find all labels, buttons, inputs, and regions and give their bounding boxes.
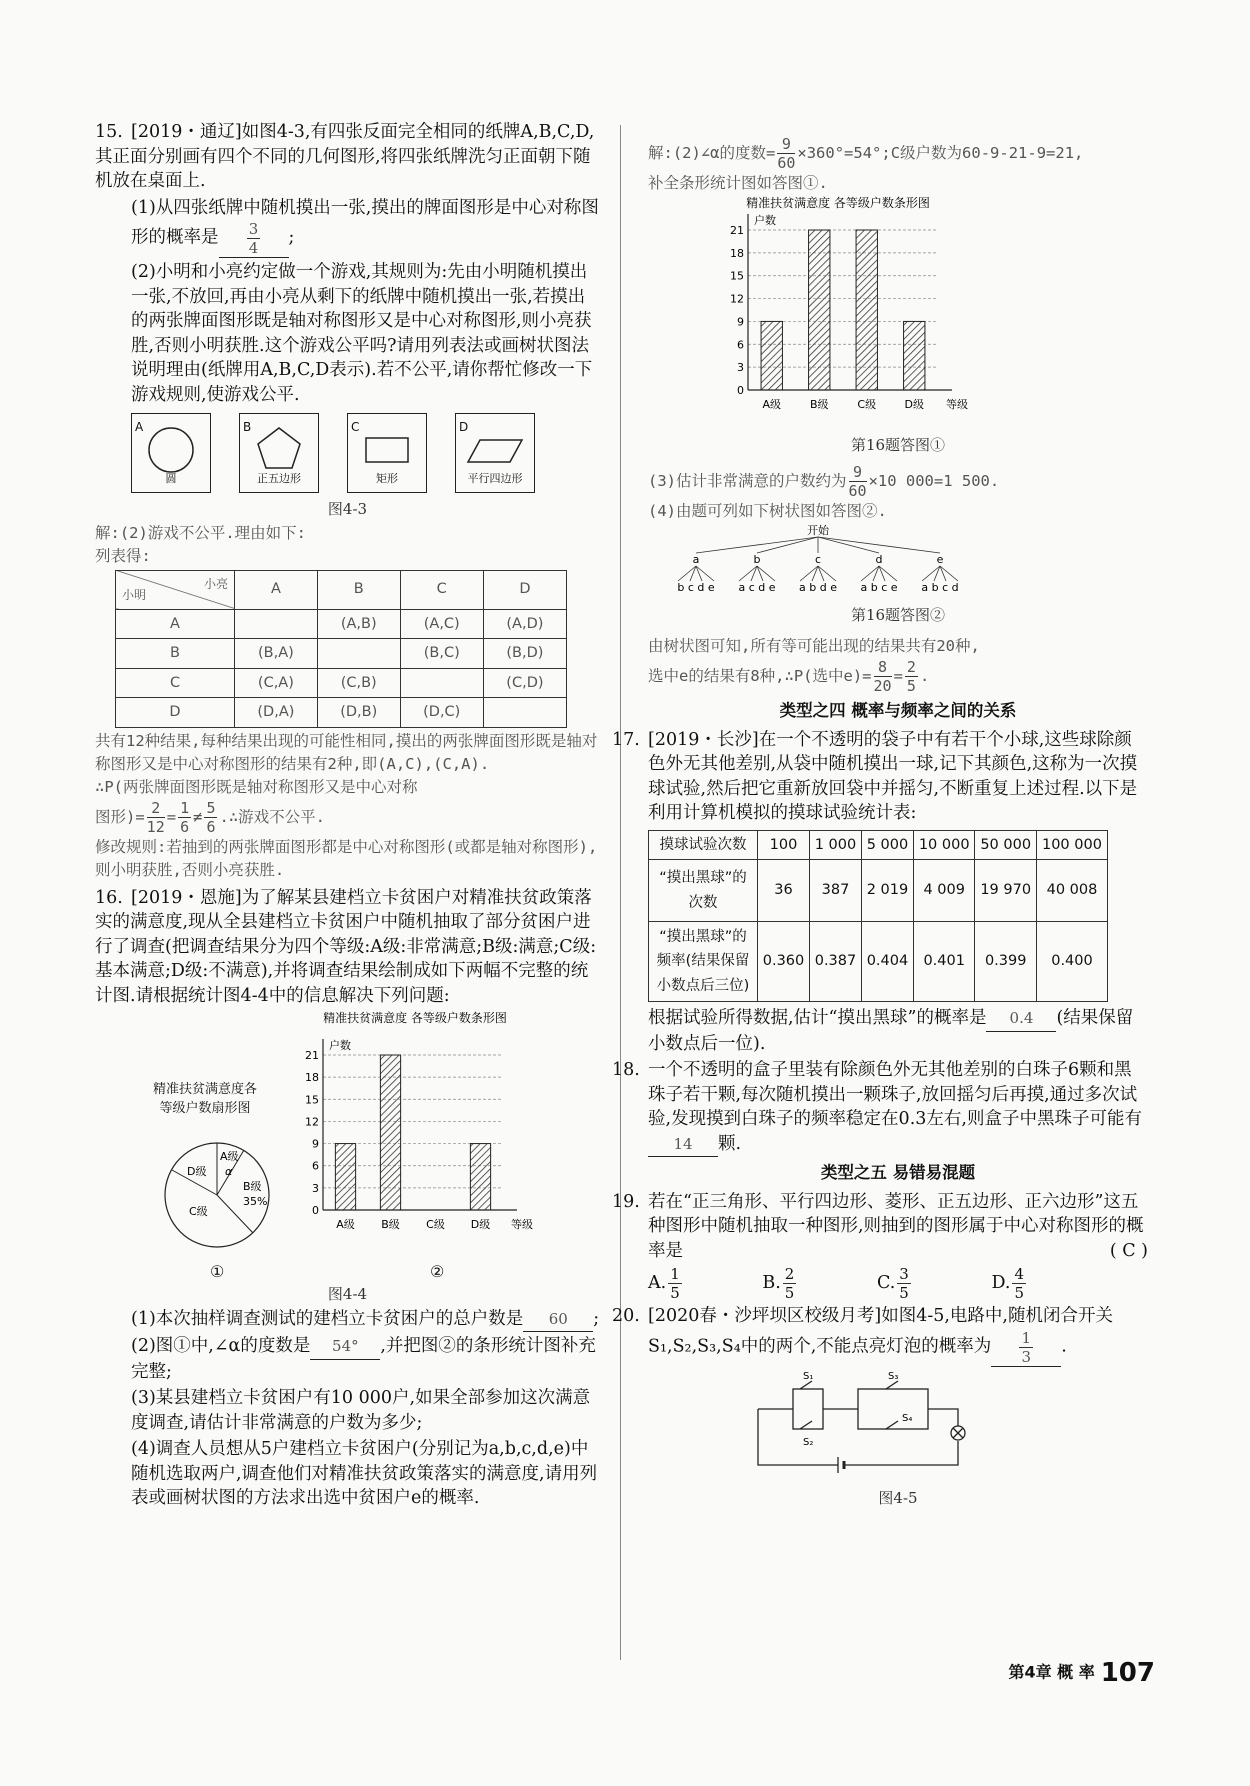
table-cell: 0.399: [975, 922, 1037, 1002]
q19-option-c: [877, 1265, 913, 1302]
q17-end: [648, 1006, 1148, 1056]
q18-number: 18.: [612, 1060, 640, 1080]
table-cell: “摸出黑球”的次数: [649, 860, 758, 922]
q15-frac-1: [147, 799, 165, 836]
q15-solution-2b: 图形)=: [95, 807, 145, 826]
q18-end: 颗.: [718, 1133, 742, 1154]
table-cell: (B,C): [400, 639, 483, 669]
q17-stem: [612, 728, 1148, 826]
circuit-diagram: [748, 1369, 978, 1479]
y-tick-label: 0: [737, 384, 744, 397]
y-tick-label: 3: [312, 1181, 319, 1195]
tree-leaves: a c d e: [738, 581, 776, 594]
y-tick-label: 9: [312, 1137, 319, 1151]
sol16-line2: 补全条形统计图如答图①.: [648, 174, 828, 192]
q17-number: 17.: [612, 729, 640, 750]
option-frac: [668, 1265, 682, 1302]
tree-branch: [818, 537, 879, 553]
frac-den: 3: [1021, 1347, 1032, 1366]
table-corner: [116, 570, 235, 609]
q18: [612, 1058, 1148, 1157]
equals-sign: =: [166, 807, 177, 826]
card-b: [239, 413, 319, 493]
table-cell: 4 009: [913, 860, 975, 922]
tree-node: d: [875, 553, 883, 566]
sol16-1a: 解:(2)∠α的度数=: [648, 144, 776, 162]
table-row: [649, 830, 1108, 860]
table-row: [649, 922, 1108, 1002]
switch-label: S₂: [803, 1436, 814, 1448]
tree-branch: [818, 537, 940, 553]
frac-den: 4: [248, 239, 259, 257]
sol16-3-frac: [849, 463, 867, 500]
y-axis-label: 户数: [329, 1039, 351, 1052]
circuit-wire: [844, 1441, 958, 1465]
circuit-wire: [758, 1409, 838, 1465]
table-cell: 387: [809, 860, 861, 922]
q20: [612, 1304, 1148, 1367]
table-cell: (D,A): [235, 698, 318, 728]
q15-part1-text: (1)从四张纸牌中随机摸出一张,摸出的牌面图形是中心对称图形的概率是: [131, 197, 599, 248]
q19-answer: ( C ): [1109, 1240, 1148, 1261]
option-label: B.: [762, 1273, 781, 1293]
card-label: 矩形: [376, 471, 398, 485]
table-cell: (B,D): [483, 639, 566, 669]
q19-options: [648, 1265, 1028, 1302]
q20-stem: [2020春・沙坪坝区校级月考]如图4-5,电路中,随机闭合开关S₁,S₂,S₃,S₄中的两个,不能点亮灯泡的概率为: [648, 1306, 1113, 1356]
table-cell: 19 970: [975, 860, 1037, 922]
y-tick-label: 3: [737, 361, 744, 375]
sol16-line1: [648, 135, 1148, 172]
y-tick-label: 12: [730, 292, 744, 306]
sol16-line4: (4)由题可列如下树状图如答图②.: [648, 502, 887, 520]
q16-part1: [95, 1307, 600, 1333]
table-cell: (B,A): [235, 639, 318, 669]
q16-number: 16.: [95, 887, 123, 908]
page-footer: [1008, 1658, 1155, 1688]
card-label: 平行四边形: [467, 471, 523, 485]
frac-den: 6: [206, 817, 216, 836]
y-tick-label: 6: [737, 338, 744, 352]
sol16-frac: [777, 135, 795, 172]
answer-chart-2-caption: 第16题答图②: [850, 605, 946, 624]
q16-part2a: (2)图①中,∠α的度数是: [131, 1336, 311, 1356]
table-cell: (A,B): [317, 609, 400, 639]
sol16-6-frac1: [874, 658, 892, 695]
x-tick-label: A级: [336, 1218, 355, 1231]
table-cell: 10 000: [913, 830, 975, 860]
pie-marker: ①: [210, 1262, 225, 1281]
q17-answer: 0.4: [986, 1006, 1056, 1032]
y-tick-label: 18: [305, 1071, 319, 1085]
sol16-line6: [648, 658, 1148, 695]
pie-label-b-percent: 35%: [243, 1195, 268, 1208]
y-tick-label: 0: [312, 1204, 319, 1217]
table-cell: 2 019: [861, 860, 913, 922]
y-tick-label: 12: [305, 1115, 319, 1129]
table-row: [116, 609, 567, 639]
sol16-3b: ×10 000=1 500.: [868, 472, 1000, 490]
y-tick-label: 18: [730, 246, 744, 260]
q19-stem: 若在“正三角形、平行四边形、菱形、正五边形、正六边形”这五种图形中随机抽取一种图形,则抽到的图形属于中心对称图形的概率是: [648, 1191, 1144, 1261]
x-tick-label: A级: [762, 398, 782, 411]
switch-s1: [800, 1381, 812, 1389]
q19: [612, 1190, 1148, 1264]
table-cell: (D,B): [317, 698, 400, 728]
table-cell: 36: [758, 860, 810, 922]
table-cell: 50 000: [975, 830, 1037, 860]
circuit-wire: [928, 1409, 958, 1426]
q15-frac-2: [178, 799, 191, 836]
frac-num: 9: [777, 135, 795, 154]
figure-4-4-caption: 图4-4: [327, 1285, 368, 1303]
q16-part2b: ,并把图②的条形统计图补充完整;: [131, 1336, 596, 1382]
q16-stem: [95, 886, 600, 1009]
q17-table: [648, 830, 1108, 1003]
switch-label: S₄: [902, 1412, 913, 1424]
q15-number: 15.: [95, 122, 123, 142]
table-header: A: [235, 570, 318, 609]
q18-answer: 14: [648, 1132, 718, 1158]
option-frac: [897, 1265, 911, 1302]
tree-root: 开始: [807, 524, 829, 537]
bar-title-line-1: 精准扶贫满意度 各等级户数条形图: [323, 1011, 507, 1025]
bar: [761, 321, 782, 390]
option-label: C.: [876, 1273, 896, 1293]
not-equal-sign: ≠: [193, 807, 203, 826]
q16-part1-text: (1)本次抽样调查测试的建档立卡贫困户的总户数是: [131, 1308, 524, 1329]
frac-num: 4: [1014, 1265, 1024, 1283]
y-tick-label: 9: [737, 315, 744, 329]
figure-4-3-caption: 图4-3: [327, 500, 368, 518]
frac-den: 20: [873, 677, 892, 695]
q15-stem: [95, 120, 600, 194]
x-tick-label: B级: [809, 398, 829, 411]
sol16-6-frac2: [905, 658, 918, 695]
q19-option-a: [648, 1265, 684, 1302]
bar: [380, 1055, 400, 1210]
table-cell: “摸出黑球”的频率(结果保留小数点后三位): [649, 922, 758, 1002]
bar: [904, 321, 925, 390]
pie-label-c: C级: [189, 1205, 208, 1218]
switch-label: S₃: [888, 1370, 899, 1382]
card-d: [455, 413, 535, 493]
y-tick-label: 15: [730, 269, 744, 283]
q16-part2-answer: 54°: [310, 1334, 380, 1360]
pie-chart: [155, 1135, 285, 1265]
pie-label-alpha: α: [225, 1165, 233, 1178]
sol16-3a: (3)估计非常满意的户数约为: [648, 472, 847, 490]
q15-solution-intro: 解:(2)游戏不公平.理由如下:: [95, 523, 306, 542]
bar-chart-answer: [708, 195, 968, 425]
tree-branch: [696, 537, 818, 553]
q15-frac-3: [204, 799, 217, 836]
frac-num: 1: [180, 798, 190, 817]
table-cell: 1 000: [809, 830, 861, 860]
frac-num: 2: [784, 1265, 795, 1283]
tree-node: b: [753, 553, 761, 566]
x-tick-label: C级: [857, 398, 877, 411]
table-cell: (C,A): [235, 668, 318, 698]
sol16-line3: [648, 463, 1148, 500]
table-cell: (C,B): [317, 668, 400, 698]
frac-den: 60: [848, 482, 867, 500]
card-label: 正五边形: [257, 471, 301, 485]
q16-part1-answer: 60: [523, 1307, 593, 1333]
pie-label-b: B级: [243, 1180, 262, 1193]
q15-stem-text: [2019・通辽]如图4-3,有四张反面完全相同的纸牌A,B,C,D,其正面分别画有四个不同的几何图形,将四张纸牌洗匀正面朝下随机放在桌面上.: [95, 122, 595, 191]
table-cell: (D,C): [400, 698, 483, 728]
tree-leaves: a b c d: [921, 581, 959, 594]
option-label: D.: [991, 1273, 1011, 1293]
q20-end: .: [1061, 1336, 1067, 1356]
q15-solution-2c: .∴游戏不公平.: [219, 807, 325, 826]
option-frac: [1012, 1265, 1026, 1302]
frac-den: 5: [670, 1284, 680, 1302]
switch-s3: [886, 1381, 898, 1389]
table-cell: [235, 609, 318, 639]
page-number: 107: [1100, 1658, 1155, 1688]
frac-den: 5: [899, 1284, 909, 1302]
q15-solution-2a: ∴P(两张牌面图形既是轴对称图形又是中心对称: [95, 777, 418, 796]
tree-node: c: [814, 553, 822, 566]
q15-solution-1: 共有12种结果,每种结果出现的可能性相同,摸出的两张牌面图形既是轴对称图形又是中心对称图形的结果有2种,即(A,C),(C,A).: [95, 731, 598, 773]
q19-option-b: [762, 1265, 798, 1302]
row-head: A: [116, 609, 235, 639]
card-letter: C: [351, 420, 360, 434]
frac-den: 5: [784, 1284, 795, 1302]
option-frac: [783, 1265, 797, 1302]
q16-stem-text: [2019・恩施]为了解某县建档立卡贫困户对精准扶贫政策落实的满意度,现从全县建档立卡贫困户中随机抽取了部分贫困户进行了调查(把调查结果分为四个等级:A级:非常满意;B级:满意;C级:基本满意;D级:不满意),并将调查结果绘制成如下两幅不完整的统计图.请根据统计图4-4中的信息解决下列问题:: [95, 887, 597, 1006]
q15-solution-2: [95, 799, 600, 836]
q15-part1: [95, 196, 600, 259]
frac-num: 3: [899, 1265, 909, 1283]
table-header: D: [483, 570, 566, 609]
q15-part1-answer: [247, 220, 261, 257]
table-cell: 5 000: [861, 830, 913, 860]
tree-branch: [757, 537, 818, 553]
q16-part3: (3)某县建档立卡贫困户有10 000户,如果全部参加这次满意度调查,请估计非常满意的户数为多少;: [131, 1388, 591, 1433]
sol16-1b: ×360°=54°;C级户数为60-9-21-9=21,: [797, 144, 1084, 162]
tree-leaves: b c d e: [677, 581, 715, 594]
bar-title: 精准扶贫满意度 各等级户数条形图: [746, 196, 930, 210]
sol16-6a: 选中e的结果有8种,∴P(选中e)=: [648, 667, 872, 685]
q16-part4: (4)调查人员想从5户建档立卡贫困户(分别记为a,b,c,d,e)中随机选取两户,调查他们对精准扶贫政策落实的满意度,请用列表或画树状图的方法求出选中贫困户e的概率.: [131, 1439, 598, 1508]
table-cell: 0.401: [913, 922, 975, 1002]
option-label: A.: [648, 1273, 667, 1293]
column-divider: [620, 125, 621, 1660]
frac-num: 5: [206, 798, 216, 817]
bar: [470, 1144, 490, 1210]
row-head: B: [116, 639, 235, 669]
y-tick-label: 21: [730, 224, 744, 237]
card-letter: B: [243, 420, 252, 434]
table-row: [649, 860, 1108, 922]
q15-part2: (2)小明和小亮约定做一个游戏,其规则为:先由小明随机摸出一张,不放回,再由小亮从剩下的纸牌中随机摸出一张,若摸出的两张牌面图形既是轴对称图形又是中心对称图形,则小亮获胜,否则小明获胜.这个游戏公平吗?请用列表法或画树状图法说明理由(纸牌用A,B,C,D表示).若不公平,请你帮忙修改一下游戏规则,使游戏公平.: [131, 262, 593, 405]
pie-title-line-2: 等级户数扇形图: [159, 1101, 251, 1116]
frac-num: 8: [874, 658, 892, 677]
x-tick-label: D级: [470, 1218, 491, 1231]
pie-label-a: A级: [220, 1150, 239, 1163]
card-letter: D: [459, 420, 469, 434]
pie-label-d: D级: [187, 1165, 207, 1178]
table-cell: 摸球试验次数: [649, 830, 758, 860]
table-row: [116, 639, 567, 669]
frac-den: 12: [146, 817, 165, 836]
table-header-row: [116, 570, 567, 609]
q16-part1-end: ;: [593, 1308, 600, 1329]
table-cell: 0.360: [758, 922, 810, 1002]
q15-part1-end: ;: [288, 227, 295, 248]
table-cell: [317, 639, 400, 669]
tree-node: e: [936, 553, 944, 566]
q17-end-b: (结果保留小数点后一位).: [648, 1008, 1134, 1054]
pie-title-line-1: 精准扶贫满意度各: [152, 1082, 257, 1097]
table-cell: (C,D): [483, 668, 566, 698]
section-4-heading: 类型之四 概率与频率之间的关系: [779, 701, 1017, 720]
table-cell: 0.404: [861, 922, 913, 1002]
q17-end-a: 根据试验所得数据,估计“摸出黑球”的概率是: [648, 1008, 987, 1028]
x-tick-label: C级: [426, 1218, 445, 1231]
card-c: [347, 413, 427, 493]
y-tick-label: 6: [312, 1159, 319, 1173]
table-cell: 100 000: [1036, 830, 1107, 860]
frac-num: 2: [906, 658, 916, 676]
q15-part1-blank: [219, 220, 289, 258]
q17-stem-text: [2019・长沙]在一个不透明的袋子中有若干个小球,这些球除颜色外无其他差别,从袋中随机摸出一球,记下其颜色,这称为一次摸球试验,然后把它重新放回袋中并摇匀,不断重复上述过程.以下是利用计算机模拟的摸球试验统计表:: [648, 729, 1138, 823]
switch-label: S₁: [803, 1370, 814, 1382]
chapter-label: 第4章 概 率: [1008, 1662, 1095, 1682]
bar-chart-q16: [295, 1010, 535, 1265]
table-cell: 40 008: [1036, 860, 1107, 922]
figure-4-5-caption: 图4-5: [878, 1489, 918, 1507]
x-axis-label: 等级: [946, 398, 968, 411]
q19-number: 19.: [612, 1191, 640, 1212]
card-letter: A: [135, 420, 144, 434]
right-column: [612, 135, 1148, 1511]
tree-node: a: [692, 553, 700, 566]
tree-leaves: a b d e: [799, 581, 837, 594]
card-a: [131, 413, 211, 493]
table-cell: (A,D): [483, 609, 566, 639]
q19-option-d: [991, 1265, 1028, 1302]
table-cell: (A,C): [400, 609, 483, 639]
bar-marker: ②: [430, 1262, 445, 1281]
q20-number: 20.: [612, 1306, 640, 1326]
pie-title: [135, 1080, 275, 1118]
bar: [856, 230, 877, 390]
frac-num: 1: [1021, 1328, 1032, 1347]
section-5-heading: 类型之五 易错易混题: [820, 1163, 976, 1182]
frac-num: 3: [248, 220, 259, 238]
row-head: D: [116, 698, 235, 728]
q20-blank: [991, 1329, 1061, 1367]
q15-solution-table: [115, 570, 567, 728]
q15-solution-3: 修改规则:若抽到的两张牌面图形都是中心对称图形(或都是轴对称图形),则小明获胜,否则小亮获胜.: [95, 837, 598, 879]
x-tick-label: B级: [381, 1218, 400, 1231]
q15-solution-table-intro: 列表得:: [95, 546, 151, 565]
q18-stem: 一个不透明的盒子里装有除颜色外无其他差别的白珠子6颗和黑珠子若干颗,每次随机摸出一颗珠子,放回摇匀后再摸,通过多次试验,发现摸到白珠子的频率稳定在0.3左右,则盒子中黑珠子可能有: [648, 1060, 1142, 1129]
x-tick-label: D级: [904, 398, 924, 411]
tree-diagram: [658, 523, 998, 595]
y-axis-label: 户数: [754, 214, 776, 227]
row-head: C: [116, 668, 235, 698]
frac-num: 2: [147, 799, 165, 818]
frac-den: 5: [906, 677, 916, 695]
table-header: C: [400, 570, 483, 609]
frac-den: 6: [180, 817, 190, 836]
table-row: [116, 698, 567, 728]
table-cell: [400, 668, 483, 698]
figure-4-4: [95, 1010, 600, 1281]
frac-den: 60: [777, 154, 796, 172]
bar: [335, 1144, 355, 1210]
q16-part2: [95, 1334, 600, 1384]
bar: [809, 230, 830, 390]
switch-s2: [800, 1421, 812, 1429]
y-tick-label: 21: [305, 1049, 319, 1062]
table-cell: [483, 698, 566, 728]
table-cell: 100: [758, 830, 810, 860]
y-tick-label: 15: [305, 1093, 319, 1107]
equals-sign: =: [893, 667, 903, 685]
corner-bottom: 小明: [122, 588, 147, 602]
table-header: B: [317, 570, 400, 609]
card-figures: [131, 413, 600, 493]
table-cell: 0.387: [809, 922, 861, 1002]
switch-s4: [886, 1421, 898, 1429]
x-axis-label: 等级: [511, 1218, 533, 1231]
corner-top: 小亮: [203, 576, 228, 591]
frac-num: 1: [670, 1265, 680, 1283]
frac-num: 9: [849, 463, 867, 482]
switch-loop-2: [858, 1389, 928, 1429]
left-column: [95, 120, 600, 1513]
card-label: 圆: [165, 471, 177, 485]
tree-leaves: a b c e: [860, 581, 898, 594]
table-row: [116, 668, 567, 698]
answer-chart-1-caption: 第16题答图①: [850, 435, 946, 454]
frac-den: 5: [1014, 1284, 1024, 1302]
sol16-6b: .: [919, 667, 930, 685]
q20-answer: [1019, 1329, 1033, 1366]
table-cell: 0.400: [1036, 922, 1107, 1002]
sol16-line5: 由树状图可知,所有等可能出现的结果共有20种,: [648, 637, 980, 655]
